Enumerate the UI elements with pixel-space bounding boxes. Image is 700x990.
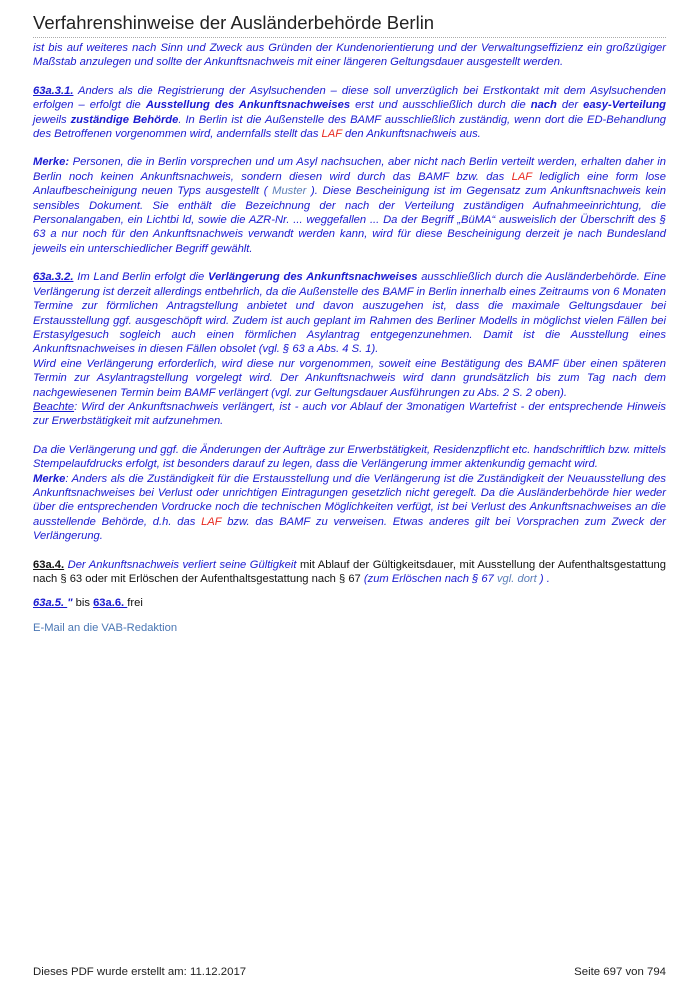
- laf-link[interactable]: LAF: [201, 515, 222, 528]
- section-link-63a-4[interactable]: 63a.4.: [33, 558, 65, 571]
- vgl-dort-link[interactable]: vgl. dort: [496, 573, 537, 585]
- document-body: [33, 41, 666, 635]
- muster-link[interactable]: Muster: [272, 185, 307, 198]
- page-title: Verfahrenshinweise der Ausländerbehörde Berlin: [33, 12, 435, 33]
- merke-paragraph-2: Merke: Anders als die Zuständigkeit für die Erstausstellung und die Verlängerung ist die Zuständigkeit der Neuausstellung des Ankunftsnachweises bei Verlust oder unrichtigen Eintragungen gesetzlich nicht geregelt. Da die Ausländerbehörde hier weder über die entsprechenden Vordrucke noch die technischen Möglichkeiten verfügt, ist bei Verlust des Ankunftsnachweises an die ausstellende Behörde, d.h. das LAF bzw. das BAMF zu verweisen. Etwas anderes gilt bei Vorsprachen zum Zweck der Verlängerung.: [33, 472, 666, 543]
- merke-label: Merke: [33, 472, 66, 485]
- merke-paragraph-1: Merke: Personen, die in Berlin vorsprechen und um Asyl nachsuchen, aber nicht nach Berlin verteilt werden, erhalten daher in Berlin noch keinen Ankunftsnachweis, sondern diesen wird durch das BAMF bzw. das LAF lediglich eine form lose Anlaufbescheinigung neuen Typs ausgestellt ( Muster ). Diese Bescheinigung ist im Gegensatz zum Ankunftsnachweis kein sensibles Dokument. Sie enthält die Bezeichnung der nach der Verteilung zuständigen Aufnahmeeinrichtung, die Personalangaben, ein Lichtbi ld, sowie die AZR-Nr. ... weggefallen ... Da der Begriff „BüMA“ ausweislich der Überschrift des § 63 a nur noch für den Ankunftsnachweis verwandt werden kann, wird für diese Bescheinigung derzeit je nach Bundesland jeweils ein unterschiedlicher Begriff gewählt.: [33, 156, 666, 255]
- page-header: [33, 11, 666, 38]
- verlaengerung-paragraph: Wird eine Verlängerung erforderlich, wird diese nur vorgenommen, soweit eine Bestätigung des BAMF über einen späteren Termin zur Asylantragstellung vorgelegt wird. Der Ankunftsnachweis wird dann grundsätzlich bis zum Tag nach dem nachgewiesenen Termin beim BAMF verlängert (vgl. zur Geltungsdauer Ausführungen zu Abs. 2 S. 2 oben).: [33, 357, 666, 399]
- merke-label: Merke:: [33, 156, 70, 169]
- section-63a-5-6: 63a.5. " bis 63a.6. frei: [33, 597, 143, 610]
- footer-page-number: Seite 697 von 794: [574, 966, 666, 978]
- section-63a-3-1: 63a.3.1. Anders als die Registrierung der Asylsuchenden – diese soll unverzüglich bei Erstkontakt mit dem Asylsuchenden erfolgen – erfolgt die Ausstellung des Ankunftsnachweises erst und ausschließlich durch die nach der easy-Verteilung jeweils zuständige Behörde. In Berlin ist die Außenstelle des BAMF ausschließlich zuständig, wenn dort die ED-Behandlung des Betroffenen vorgenommen wird, andernfalls stellt das LAF den Ankunftsnachweis aus.: [33, 84, 667, 141]
- section-link-63a-3-1[interactable]: 63a.3.1.: [33, 84, 74, 97]
- laf-link[interactable]: LAF: [511, 170, 532, 183]
- section-63a-3-2: 63a.3.2. Im Land Berlin erfolgt die Verlängerung des Ankunftsnachweises ausschließlich durch die Ausländerbehörde. Eine Verlängerung ist derzeit allerdings entbehrlich, da die Außenstelle des BAMF in Berlin innerhalb eines Zeitraums von 6 Monaten Termine zur förmlichen Antragstellung anbietet und davon auszugehen ist, dass die maximale Geltungsdauer bei Erstausstellung ggf. ausgeschöpft wird. Zudem ist auch geplant im Rahmen des Berliner Modells in möglichst vielen Fällen bei Erstasylgesuch sogleich auch einen förmlichen Asylantrag entgegenzunehmen. Damit ist die Ausstellung eines Ankunftsnachweises in diesen Fällen obsolet (vgl. § 63 a Abs. 4 S. 1).: [33, 271, 667, 356]
- beachte-paragraph: Beachte: Wird der Ankunftsnachweis verlängert, ist - auch vor Ablauf der 3monatigen Wartefrist - der entsprechende Hinweis zur Erwerbstätigkeit mit aufzunehmen.: [33, 400, 666, 428]
- section-link-63a-5[interactable]: 63a.5.: [33, 597, 68, 610]
- section-63a-4: 63a.4. Der Ankunftsnachweis verliert seine Gültigkeit mit Ablauf der Gültigkeitsdauer, mit Ausstellung der Aufenthaltsgestattung nach § 63 oder mit Erlöschen der Aufenthaltsgestattung nach § 67 (zum Erlöschen nach § 67 vgl. dort ) .: [33, 558, 667, 585]
- section-link-63a-6[interactable]: 63a.6.: [93, 597, 128, 610]
- laf-link[interactable]: LAF: [321, 128, 342, 141]
- intro-paragraph: ist bis auf weiteres nach Sinn und Zweck aus Gründen der Kundenorientierung und der Verwaltungseffizienz ein großzügiger Maßstab anzulegen und sollte der Ankunftsnachweis mit einer längeren Geltungsdauer ausgestellt werden.: [33, 42, 666, 69]
- footer-created-date: Dieses PDF wurde erstellt am: 11.12.2017: [33, 966, 247, 978]
- email-link[interactable]: E-Mail an die VAB-Redaktion: [33, 621, 178, 634]
- beachte-label: Beachte: [33, 400, 75, 413]
- stempel-paragraph: Da die Verlängerung und ggf. die Änderungen der Aufträge zur Erwerbstätigkeit, Residenzpflicht etc. handschriftlich bzw. mittels Stempelaufdrucks erfolgt, ist besonders darauf zu legen, dass die Verlängerung immer aktenkundig gemacht wird.: [33, 443, 666, 471]
- section-link-63a-3-2[interactable]: 63a.3.2.: [33, 271, 74, 284]
